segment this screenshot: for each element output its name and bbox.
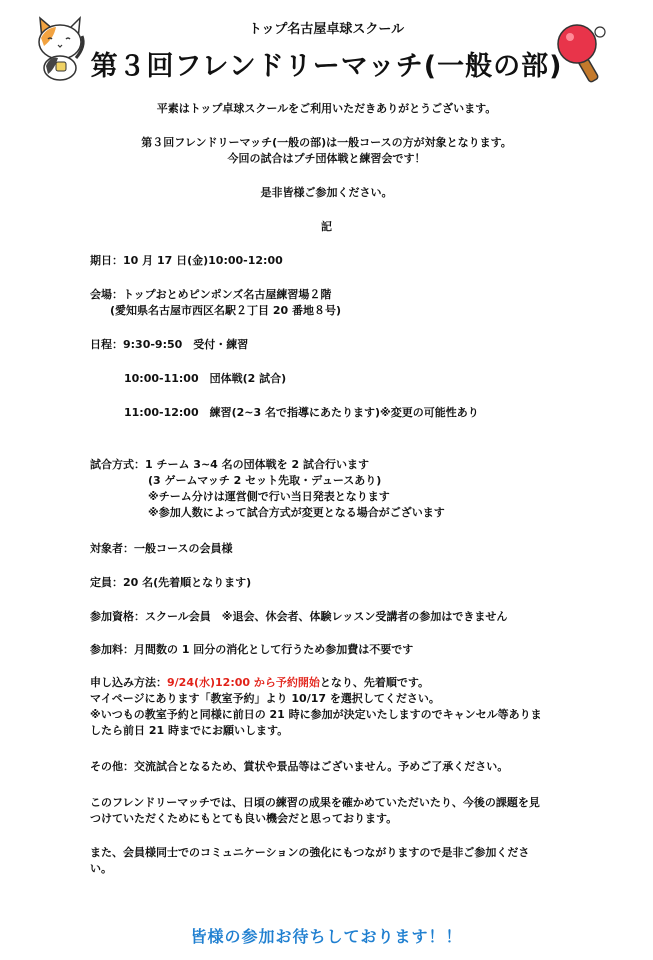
fee: 参加料：月間数の 1 回分の消化として行うため参加費は不要です: [90, 643, 414, 656]
ki-heading: 記: [321, 220, 332, 233]
eligibility: 参加資格：スクール会員 ※退会、休会者、体験レッスン受講者の参加はできません: [90, 610, 508, 623]
intro-line-2: 第３回フレンドリーマッチ(一般の部)は一般コースの方が対象となります。: [141, 136, 512, 149]
apply-line-2: マイページにあります「教室予約」より 10/17 を選択してください。: [90, 692, 440, 705]
format-1: 試合方式：1 チーム 3~4 名の団体戦を 2 試合行います: [90, 458, 369, 471]
apply-line-3: ※いつもの教室予約と同様に前日の 21 時に参加が決定いたしますのでキャンセル等ありま: [90, 708, 542, 721]
apply-suffix: となり、先着順です。: [319, 676, 430, 689]
closing-message: 皆様の参加お待ちしております！！: [190, 927, 463, 946]
intro-line-4: 是非皆様ご参加ください。: [260, 186, 393, 199]
paragraph-2-line-2: い。: [90, 862, 112, 875]
format-4: ※参加人数によって試合方式が変更となる場合がございます: [148, 506, 445, 519]
format-2: (3 ゲームマッチ 2 セット先取・デュースあり): [148, 474, 382, 487]
apply-line-4: したら前日 21 時までにお願いします。: [90, 724, 289, 737]
paragraph-2-line-1: また、会員様同士でのコミュニケーションの強化にもつながりますので是非ご参加くださ: [90, 846, 530, 859]
capacity: 定員：20 名(先着順となります): [90, 576, 252, 589]
schedule-3: 11:00-12:00 練習(2~3 名で指導にあたります)※変更の可能性あり: [124, 406, 479, 419]
apply-start-date: 9/24(水)12:00 から予約開始: [167, 676, 320, 689]
apply-prefix: 申し込み方法：: [90, 676, 167, 689]
schedule-1: 日程：9:30-9:50 受付・練習: [90, 338, 249, 351]
apply-line-1: [90, 674, 429, 690]
format-3: ※チーム分けは運営側で行い当日発表となります: [148, 490, 390, 503]
schedule-2: 10:00-11:00 団体戦(2 試合): [124, 372, 287, 385]
target: 対象者：一般コースの会員様: [90, 542, 233, 555]
venue: 会場：トップおとめピンポンズ名古屋練習場２階: [90, 288, 332, 301]
paragraph-1-line-2: つけていただくためにもとても良い機会だと思っております。: [90, 812, 398, 825]
school-name: トップ名古屋卓球スクール: [248, 22, 405, 37]
other-notes: その他：交流試合となるため、賞状や景品等はございません。予めご了承ください。: [90, 760, 509, 773]
page-title: 第３回フレンドリーマッチ(一般の部): [90, 51, 563, 82]
event-date: 期日：10 月 17 日(金)10:00-12:00: [90, 254, 283, 267]
intro-line-1: 平素はトップ卓球スクールをご利用いただきありがとうございます。: [156, 102, 497, 115]
intro-line-3: 今回の試合はプチ団体戦と練習会です！: [227, 152, 426, 165]
venue-address: (愛知県名古屋市西区名駅２丁目 20 番地８号): [110, 304, 342, 317]
paragraph-1-line-1: このフレンドリーマッチでは、日頃の練習の成果を確かめていただいたり、今後の課題を見: [90, 796, 540, 809]
